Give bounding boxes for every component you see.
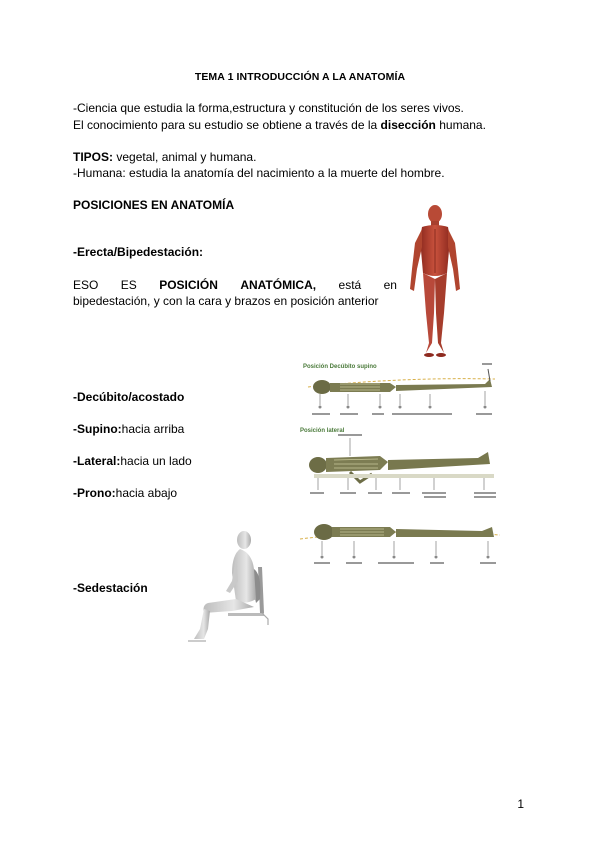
lateral-text: hacia un lado <box>120 454 192 468</box>
erecta-word-1: ESO <box>73 278 99 292</box>
supino-text: hacia arriba <box>121 422 185 436</box>
prono-text: hacia abajo <box>115 486 178 500</box>
supino-line <box>73 422 184 437</box>
prono-line <box>73 486 177 501</box>
erecta-word-6: en <box>383 278 397 292</box>
tipos-text: vegetal, animal y humana. <box>113 150 257 164</box>
sedestacion-heading: -Sedestación <box>73 581 148 595</box>
intro-line-2 <box>73 118 486 133</box>
erecta-heading: -Erecta/Bipedestación: <box>73 245 204 259</box>
tipos-line <box>73 150 256 165</box>
erecta-word-5: está <box>338 278 362 292</box>
erecta-word-4: ANATÓMICA, <box>240 278 317 292</box>
diseccion-term: disección <box>380 118 436 132</box>
decubito-heading: -Decúbito/acostado <box>73 390 185 404</box>
supine-position-figure <box>300 357 505 423</box>
erecta-word-2: ES <box>120 278 137 292</box>
seated-position-figure <box>188 529 270 644</box>
lateral-line <box>73 454 192 469</box>
tipos-label: TIPOS: <box>73 150 114 164</box>
lateral-label: -Lateral: <box>73 454 121 468</box>
prono-label: -Prono: <box>73 486 116 500</box>
page-number: 1 <box>517 797 524 811</box>
erecta-word-3: POSICIÓN <box>159 278 218 292</box>
erecta-line-2: bipedestación, y con la cara y brazos en posición anterior <box>73 294 379 308</box>
erecta-line-1 <box>73 278 397 293</box>
prone-position-figure <box>296 505 505 569</box>
supino-label: -Supino: <box>73 422 122 436</box>
intro-line-1: -Ciencia que estudia la forma,estructura y constitución de los seres vivos. <box>73 101 464 115</box>
intro-line-2-pre: El conocimiento para su estudio se obtiene a través de la <box>73 118 381 132</box>
anatomical-position-figure <box>405 203 465 359</box>
humana-line: -Humana: estudia la anatomía del nacimiento a la muerte del hombre. <box>73 166 445 180</box>
lateral-position-figure <box>300 424 505 510</box>
page-title: TEMA 1 INTRODUCCIÓN A LA ANATOMÍA <box>194 71 406 83</box>
intro-line-2-post: humana. <box>435 118 486 132</box>
supine-caption: Posición Decúbito supino <box>303 364 377 370</box>
lateral-caption: Posición lateral <box>300 428 345 434</box>
posiciones-heading: POSICIONES EN ANATOMÍA <box>73 198 235 212</box>
